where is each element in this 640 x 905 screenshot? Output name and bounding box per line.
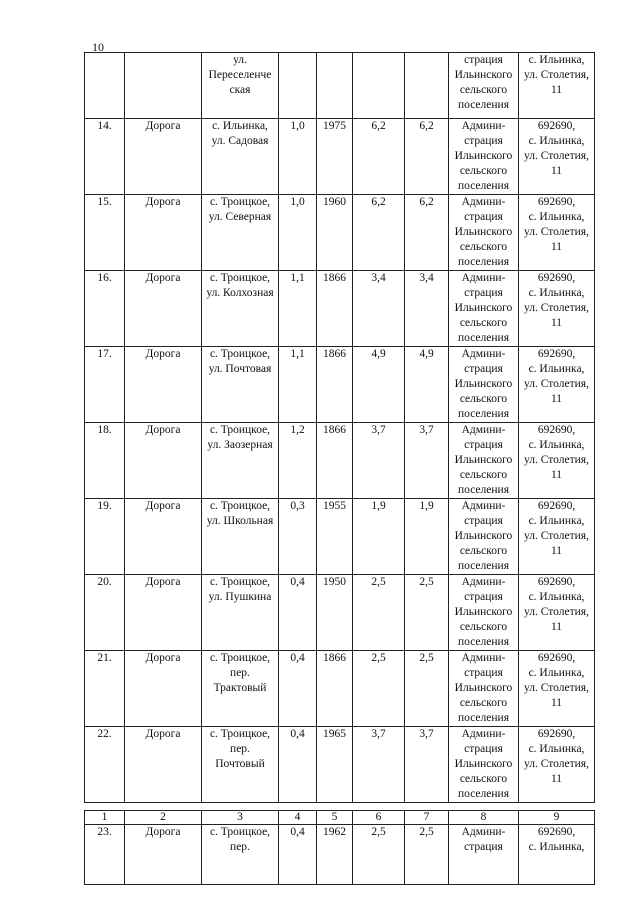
- cell-v2: 2,5: [405, 651, 449, 727]
- cell-year: [317, 53, 353, 119]
- cell-type: Дорога: [125, 651, 202, 727]
- cell-num: [85, 53, 125, 119]
- cell-year: 1965: [317, 727, 353, 803]
- cell-owner-addr: 692690, с. Ильинка, ул. Столетия, 11: [519, 423, 595, 499]
- cell-owner-addr: с. Ильинка, ул. Столетия, 11: [519, 53, 595, 119]
- cell-v2: 1,9: [405, 499, 449, 575]
- cell-address: с. Троицкое, ул. Северная: [202, 195, 279, 271]
- cell-owner-addr: 692690, с. Ильинка, ул. Столетия, 11: [519, 651, 595, 727]
- cell-num: 17.: [85, 347, 125, 423]
- table-row: [85, 575, 595, 651]
- cell-type: Дорога: [125, 271, 202, 347]
- table-row: [85, 423, 595, 499]
- cell-address: с. Троицкое, ул. Школьная: [202, 499, 279, 575]
- main-table: [84, 52, 595, 803]
- table-row: [85, 347, 595, 423]
- column-number: 6: [353, 811, 405, 825]
- cell-v2: [405, 53, 449, 119]
- cell-owner-addr: 692690, с. Ильинка, ул. Столетия, 11: [519, 271, 595, 347]
- column-number: 3: [202, 811, 279, 825]
- cell-length: 0,4: [279, 727, 317, 803]
- cell-v1: 2,5: [353, 575, 405, 651]
- cell-v2: 2,5: [405, 575, 449, 651]
- cell-address: с. Троицкое, ул. Почтовая: [202, 347, 279, 423]
- table-row: [85, 499, 595, 575]
- cell-num: 15.: [85, 195, 125, 271]
- cell-type: Дорога: [125, 825, 202, 885]
- cell-year: 1866: [317, 423, 353, 499]
- table-row: [85, 651, 595, 727]
- cell-owner: Админи- страция Ильинского сельского поселения: [449, 271, 519, 347]
- cell-owner-addr: 692690, с. Ильинка,: [519, 825, 595, 885]
- cell-year: 1955: [317, 499, 353, 575]
- cell-type: Дорога: [125, 499, 202, 575]
- cell-v2: 3,7: [405, 727, 449, 803]
- cell-length: 0,4: [279, 575, 317, 651]
- cell-length: 1,2: [279, 423, 317, 499]
- cell-address: с. Троицкое, ул. Пушкина: [202, 575, 279, 651]
- column-number: 1: [85, 811, 125, 825]
- table-row: [85, 271, 595, 347]
- table-row: [85, 727, 595, 803]
- cell-length: 1,1: [279, 271, 317, 347]
- cell-num: 18.: [85, 423, 125, 499]
- table-row: [85, 825, 595, 885]
- cell-type: Дорога: [125, 575, 202, 651]
- cell-address: ул. Переселенче ская: [202, 53, 279, 119]
- column-number-row: [85, 811, 595, 825]
- cell-num: 14.: [85, 119, 125, 195]
- table-row: [85, 195, 595, 271]
- cell-v1: 3,7: [353, 727, 405, 803]
- cell-address: с. Троицкое, пер. Трактовый: [202, 651, 279, 727]
- cell-address: с. Троицкое, ул. Колхозная: [202, 271, 279, 347]
- cell-year: 1950: [317, 575, 353, 651]
- cell-owner-addr: 692690, с. Ильинка, ул. Столетия, 11: [519, 119, 595, 195]
- cell-owner-addr: 692690, с. Ильинка, ул. Столетия, 11: [519, 499, 595, 575]
- cell-v1: 2,5: [353, 825, 405, 885]
- cell-v1: 3,4: [353, 271, 405, 347]
- cell-num: 21.: [85, 651, 125, 727]
- cell-length: 1,1: [279, 347, 317, 423]
- cell-length: 0,3: [279, 499, 317, 575]
- table-row: [85, 119, 595, 195]
- cell-type: Дорога: [125, 119, 202, 195]
- column-number: 9: [519, 811, 595, 825]
- cell-type: [125, 53, 202, 119]
- cell-type: Дорога: [125, 727, 202, 803]
- cell-owner: Админи- страция Ильинского сельского поселения: [449, 499, 519, 575]
- cell-owner: Админи- страция Ильинского сельского поселения: [449, 423, 519, 499]
- cell-length: 1,0: [279, 119, 317, 195]
- cell-v2: 3,4: [405, 271, 449, 347]
- cell-owner-addr: 692690, с. Ильинка, ул. Столетия, 11: [519, 727, 595, 803]
- cell-address: с. Ильинка, ул. Садовая: [202, 119, 279, 195]
- cell-owner-addr: 692690, с. Ильинка, ул. Столетия, 11: [519, 347, 595, 423]
- cell-owner-addr: 692690, с. Ильинка, ул. Столетия, 11: [519, 575, 595, 651]
- cell-address: с. Троицкое, ул. Заозерная: [202, 423, 279, 499]
- cell-length: 1,0: [279, 195, 317, 271]
- cell-owner-addr: 692690, с. Ильинка, ул. Столетия, 11: [519, 195, 595, 271]
- cell-v1: 6,2: [353, 119, 405, 195]
- column-number: 2: [125, 811, 202, 825]
- cell-type: Дорога: [125, 423, 202, 499]
- cell-year: 1962: [317, 825, 353, 885]
- cell-v1: 2,5: [353, 651, 405, 727]
- cell-owner: Админи- страция Ильинского сельского поселения: [449, 195, 519, 271]
- cell-owner: Админи- страция Ильинского сельского поселения: [449, 347, 519, 423]
- cell-num: 20.: [85, 575, 125, 651]
- page-number: 10: [92, 40, 104, 54]
- cell-year: 1866: [317, 271, 353, 347]
- cell-v1: 6,2: [353, 195, 405, 271]
- table-row: [85, 53, 595, 119]
- cell-num: 22.: [85, 727, 125, 803]
- cell-owner: страция Ильинского сельского поселения: [449, 53, 519, 119]
- cell-num: 19.: [85, 499, 125, 575]
- cell-type: Дорога: [125, 347, 202, 423]
- cell-v2: 3,7: [405, 423, 449, 499]
- cell-num: 16.: [85, 271, 125, 347]
- cell-length: 0,4: [279, 825, 317, 885]
- cell-year: 1975: [317, 119, 353, 195]
- cell-owner: Админи- страция Ильинского сельского поселения: [449, 575, 519, 651]
- cell-owner: Админи- страция Ильинского сельского поселения: [449, 119, 519, 195]
- cell-length: 0,4: [279, 651, 317, 727]
- cell-v1: 4,9: [353, 347, 405, 423]
- column-number: 4: [279, 811, 317, 825]
- column-number: 7: [405, 811, 449, 825]
- cell-year: 1866: [317, 347, 353, 423]
- cell-v2: 6,2: [405, 195, 449, 271]
- cell-v1: 3,7: [353, 423, 405, 499]
- cell-year: 1866: [317, 651, 353, 727]
- cell-v2: 4,9: [405, 347, 449, 423]
- column-number: 5: [317, 811, 353, 825]
- cell-year: 1960: [317, 195, 353, 271]
- cell-owner: Админи- страция Ильинского сельского поселения: [449, 727, 519, 803]
- cell-address: с. Троицкое, пер. Почтовый: [202, 727, 279, 803]
- cell-v2: 6,2: [405, 119, 449, 195]
- cell-address: с. Троицкое, пер.: [202, 825, 279, 885]
- cell-length: [279, 53, 317, 119]
- cell-owner: Админи- страция Ильинского сельского поселения: [449, 651, 519, 727]
- cell-owner: Админи- страция: [449, 825, 519, 885]
- continuation-table: [84, 810, 595, 885]
- cell-v2: 2,5: [405, 825, 449, 885]
- cell-v1: [353, 53, 405, 119]
- column-number: 8: [449, 811, 519, 825]
- cell-num: 23.: [85, 825, 125, 885]
- cell-v1: 1,9: [353, 499, 405, 575]
- cell-type: Дорога: [125, 195, 202, 271]
